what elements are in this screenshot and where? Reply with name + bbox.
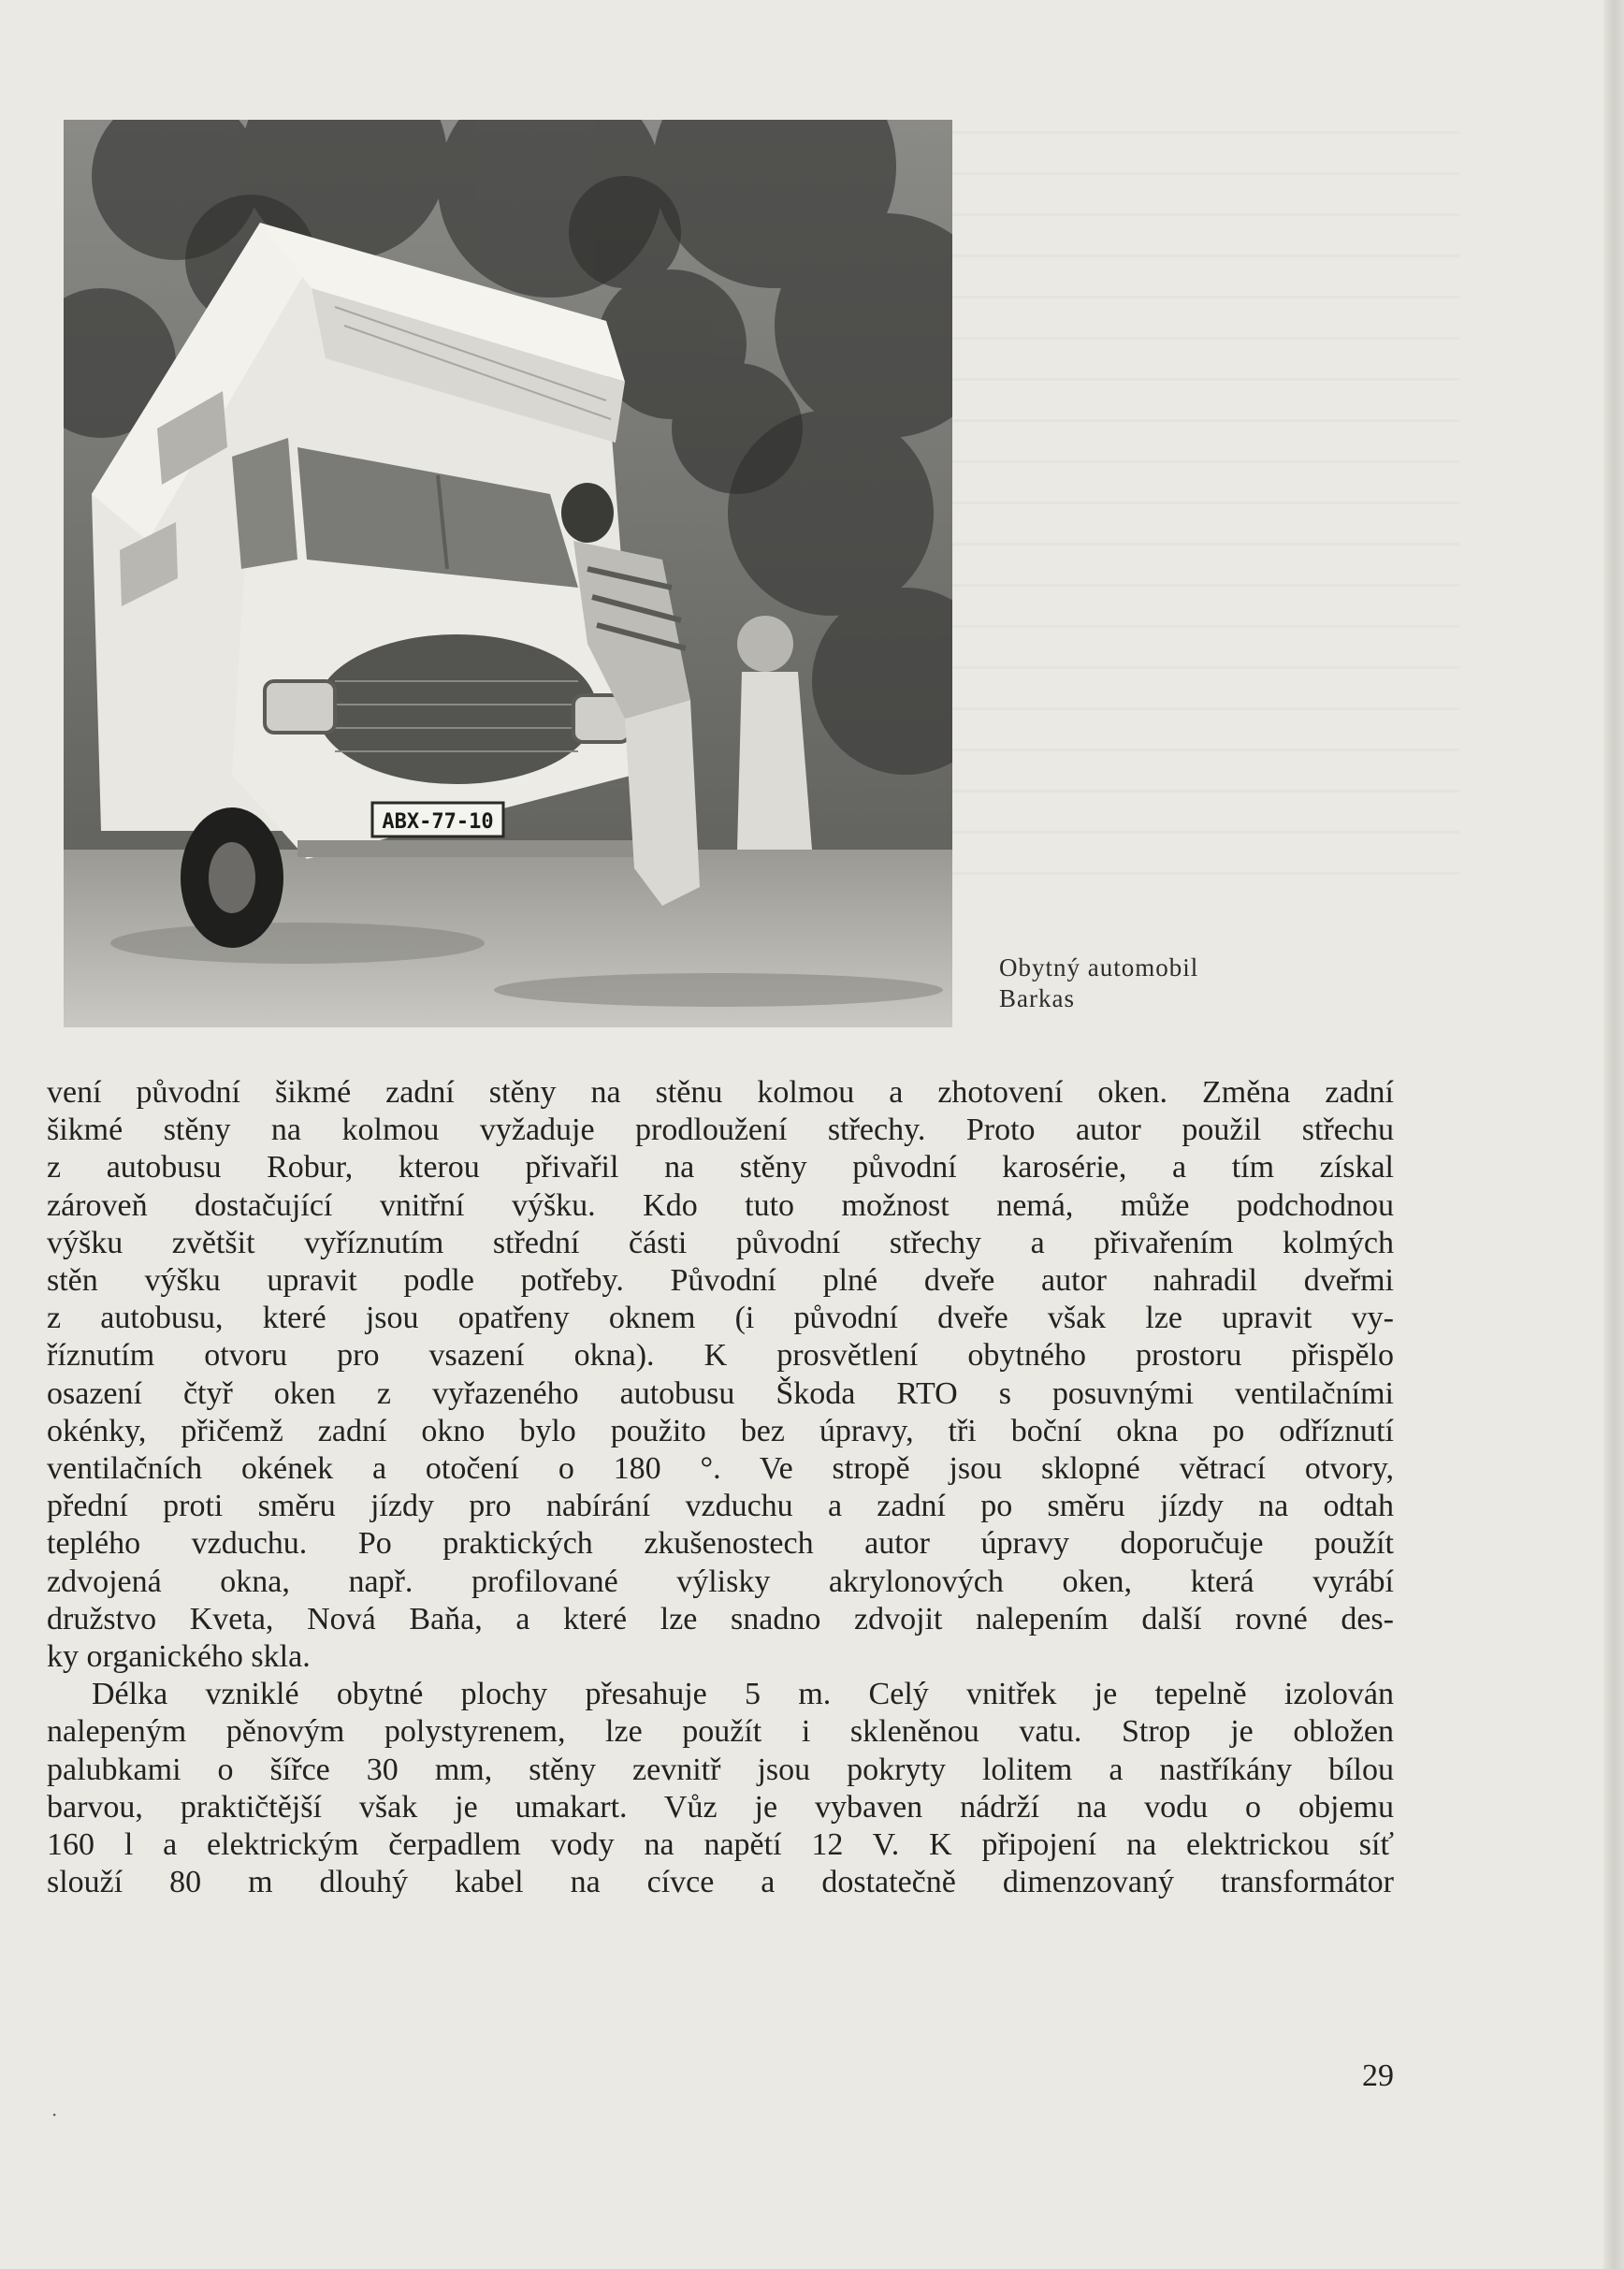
- text-line: slouží 80 m dlouhý kabel na cívce a dostatečně dimenzovaný transformátor: [47, 1865, 1394, 1900]
- photo-camper-vehicle: [64, 120, 952, 1027]
- text-line: nalepeným pěnovým polystyrenem, lze použít i skleněnou vatu. Strop je obložen: [47, 1714, 1394, 1750]
- caption-line: Barkas: [999, 984, 1075, 1012]
- text-line: zdvojená okna, např. profilované výlisky akrylonových oken, která vyrábí: [47, 1564, 1394, 1599]
- text-line: teplého vzduchu. Po praktických zkušenostech autor úpravy doporučuje použít: [47, 1526, 1394, 1562]
- text-line: palubkami o šířce 30 mm, stěny zevnitř jsou pokryty lolitem a nastříkány bílou: [47, 1752, 1394, 1787]
- page-edge: [1603, 0, 1624, 2269]
- text-line: vení původní šikmé zadní stěny na stěnu kolmou a zhotovení oken. Změna zadní: [47, 1075, 1394, 1110]
- text-line: ventilačních okének a otočení o 180 °. Ve stropě jsou sklopné větrací otvory,: [47, 1451, 1394, 1487]
- camper-photo-illustration: [64, 120, 952, 1027]
- text-line: šikmé stěny na kolmou vyžaduje prodloužení střechy. Proto autor použil střechu: [47, 1113, 1394, 1148]
- text-line: výšku zvětšit vyříznutím střední části původní střechy a přivařením kolmých: [47, 1225, 1394, 1260]
- figure-caption: [999, 953, 1298, 1014]
- text-line: říznutím otvoru pro vsazení okna). K prosvětlení obytného prostoru přispělo: [47, 1338, 1394, 1374]
- text-line: Délka vzniklé obytné plochy přesahuje 5 m. Celý vnitřek je tepelně izolován: [92, 1677, 1394, 1712]
- text-line: osazení čtyř oken z vyřazeného autobusu Škoda RTO s posuvnými ventilačními: [47, 1375, 1394, 1411]
- text-line: zároveň dostačující vnitřní výšku. Kdo tuto možnost nemá, může podchodnou: [47, 1187, 1394, 1223]
- text-line: 160 l a elektrickým čerpadlem vody na napětí 12 V. K připojení na elektrickou síť: [47, 1827, 1394, 1863]
- text-line: z autobusu Robur, kterou přivařil na stěny původní karosérie, a tím získal: [47, 1150, 1394, 1185]
- text-line: stěn výšku upravit podle potřeby. Původní plné dveře autor nahradil dveřmi: [47, 1263, 1394, 1299]
- body-text: [47, 1074, 1394, 1901]
- license-plate-text: ABX-77-10: [382, 810, 494, 834]
- bleed-through-shadow: [935, 131, 1459, 880]
- text-line: z autobusu, které jsou opatřeny oknem (i původní dveře však lze upravit vy-: [47, 1301, 1394, 1336]
- text-line: barvou, praktičtější však je umakart. Vůz je vybaven nádrží na vodu o objemu: [47, 1789, 1394, 1825]
- text-line: družstvo Kveta, Nová Baňa, a které lze snadno zdvojit nalepením další rovné des-: [47, 1601, 1394, 1636]
- text-line: přední proti směru jízdy pro nabírání vzduchu a zadní po směru jízdy na odtah: [47, 1489, 1394, 1524]
- caption-line: Obytný automobil: [999, 953, 1199, 982]
- text-line: ky organického skla.: [47, 1639, 311, 1675]
- print-speck: ·: [51, 2103, 58, 2126]
- text-line: okénky, přičemž zadní okno bylo použito bez úpravy, tři boční okna po odříznutí: [47, 1413, 1394, 1448]
- page-number: 29: [1362, 2058, 1394, 2093]
